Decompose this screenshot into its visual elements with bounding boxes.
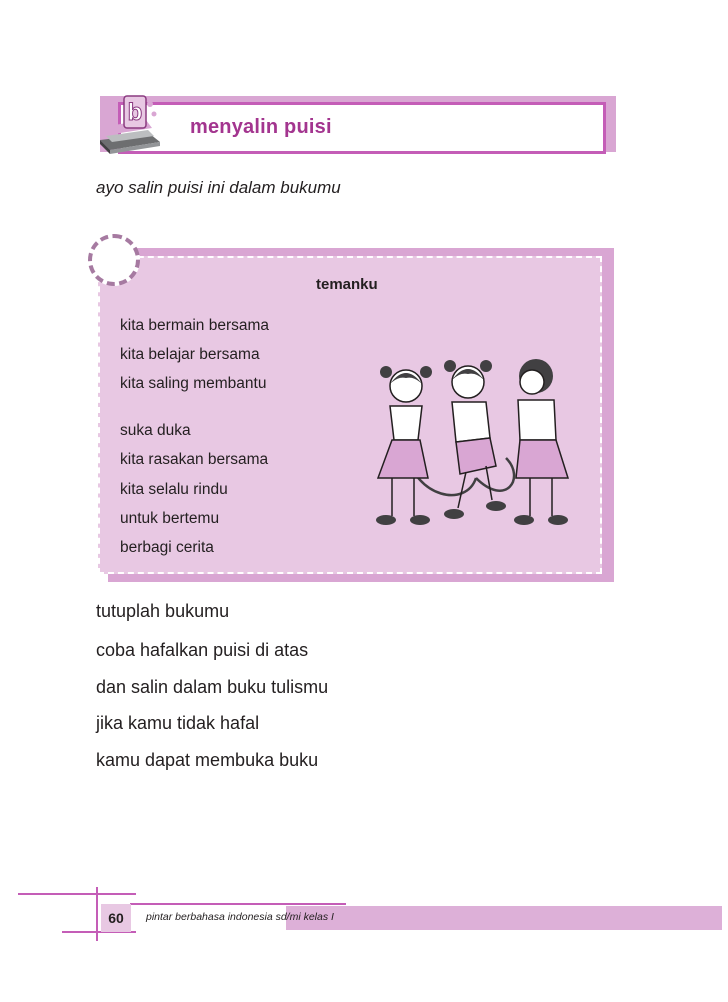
body-line: jika kamu tidak hafal — [96, 713, 260, 733]
children-jump-rope-illustration — [356, 348, 586, 534]
dashed-circle-decoration — [88, 234, 140, 286]
footer-book-title: pintar berbahasa indonesia sd/mi kelas I — [146, 911, 334, 923]
section-letter: b — [127, 99, 143, 126]
poem-line: suka duka — [120, 422, 191, 439]
section-title: menyalin puisi — [190, 116, 332, 138]
poem-line: kita saling membantu — [120, 375, 267, 392]
footer-rule-upper — [130, 903, 346, 905]
poem-line: kita rasakan bersama — [120, 451, 269, 468]
instruction-text: ayo salin puisi ini dalam bukumu — [96, 178, 341, 197]
poem-line: kita selalu rindu — [120, 481, 228, 498]
body-line: kamu dapat membuka buku — [96, 750, 319, 770]
footer-rule-top — [18, 893, 136, 895]
section-book-icon — [96, 90, 176, 156]
poem-line: berbagi cerita — [120, 539, 214, 556]
body-line: coba hafalkan puisi di atas — [96, 640, 309, 660]
poem-title: temanku — [316, 276, 378, 293]
footer-bar — [286, 906, 722, 930]
poem-line: kita bermain bersama — [120, 317, 270, 334]
poem-line: untuk bertemu — [120, 510, 220, 527]
page-number: 60 — [101, 904, 131, 932]
body-line: dan salin dalam buku tulismu — [96, 677, 329, 697]
body-line: tutuplah bukumu — [96, 601, 230, 621]
poem-line: kita belajar bersama — [120, 346, 260, 363]
